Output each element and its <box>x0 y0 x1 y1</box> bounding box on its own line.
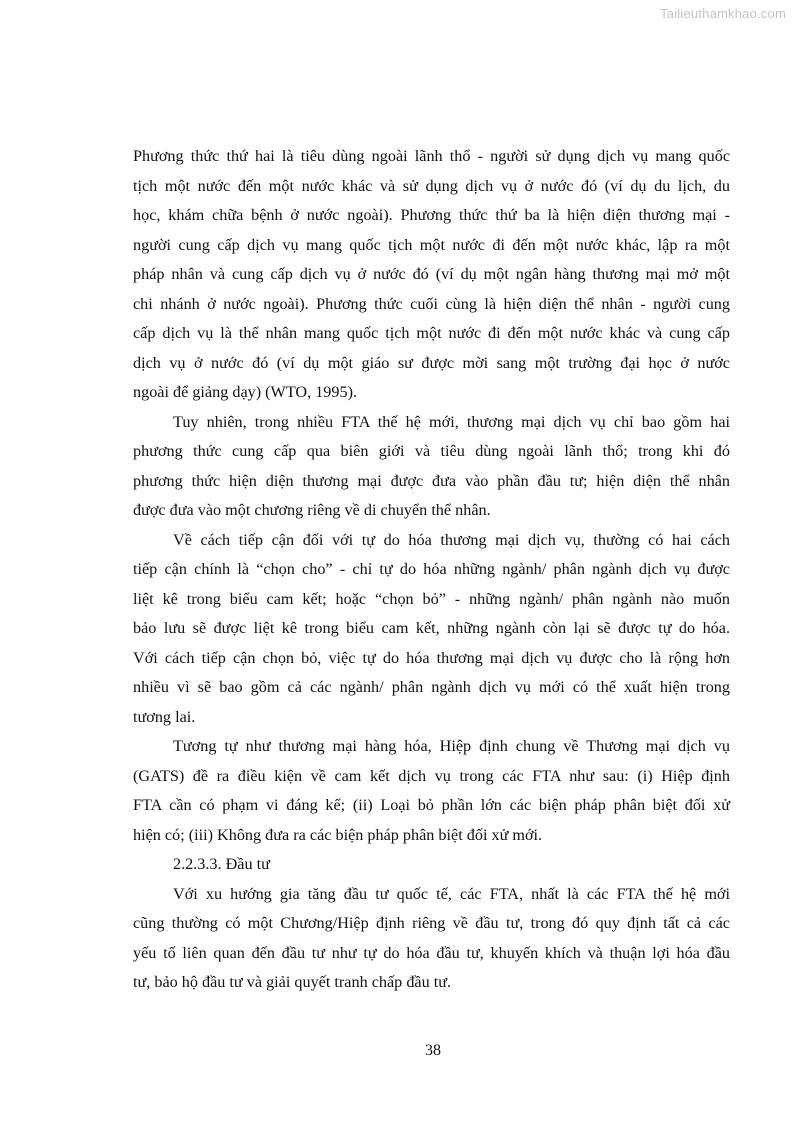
section-heading <box>133 850 730 880</box>
page-number: 38 <box>425 1042 441 1059</box>
text-line: pháp nhân và cung cấp dịch vụ ở nước đó (ví dụ một ngân hàng thương mại mở một <box>133 265 730 283</box>
text-line: Phương thức thứ hai là tiêu dùng ngoài lãnh thổ - người sử dụng dịch vụ mang quốc <box>133 147 730 165</box>
text-line: chi nhánh ở nước ngoài). Phương thức cuối cùng là hiện diện thể nhân - người cung <box>133 294 730 313</box>
text-line: tịch một nước đến một nước khác và sử dụng dịch vụ ở nước đó (ví dụ du lịch, du <box>133 176 730 195</box>
text-line: tư, bảo hộ đầu tư và giải quyết tranh chấp đầu tư. <box>133 973 452 991</box>
text-line: FTA cần có phạm vi đáng kể; (ii) Loại bỏ phần lớn các biện pháp phân biệt đối xử <box>133 796 730 814</box>
text-line: liệt kê trong biểu cam kết; hoặc “chọn bỏ” - những ngành/ phân ngành nào muốn <box>133 589 730 608</box>
text-line: tiếp cận chính là “chọn cho” - chỉ tự do hóa những ngành/ phân ngành dịch vụ được <box>133 560 730 578</box>
paragraph <box>133 408 730 526</box>
paragraph <box>133 732 730 850</box>
text-line: yếu tố liên quan đến đầu tư như tự do hóa đầu tư, khuyến khích và thuận lợi hóa đầu <box>133 943 730 962</box>
document-body <box>133 142 730 998</box>
text-line: Tuy nhiên, trong nhiều FTA thế hệ mới, thương mại dịch vụ chỉ bao gồm hai <box>173 412 730 431</box>
text-line: 2.2.3.3. Đầu tư <box>173 855 270 873</box>
text-line: (GATS) đề ra điều kiện về cam kết dịch vụ trong các FTA như sau: (i) Hiệp định <box>133 766 730 785</box>
text-line: Với xu hướng gia tăng đầu tư quốc tế, các FTA, nhất là các FTA thế hệ mới <box>173 884 730 903</box>
text-line: hiện có; (iii) Không đưa ra các biện pháp phân biệt đối xử mới. <box>133 825 543 844</box>
text-line: phương thức cung cấp qua biên giới và tiêu dùng ngoài lãnh thổ; trong khi đó <box>133 442 730 460</box>
text-line: phương thức hiện diện thương mại được đưa vào phần đầu tư; hiện diện thể nhân <box>133 471 730 490</box>
text-line: Về cách tiếp cận đối với tự do hóa thương mại dịch vụ, thường có hai cách <box>173 530 730 549</box>
paragraph <box>133 526 730 733</box>
text-line: nhiều vì sẽ bao gồm cả các ngành/ phân ngành dịch vụ mới có thể xuất hiện trong <box>133 678 730 696</box>
text-line: ngoài để giảng dạy) (WTO, 1995). <box>133 383 358 401</box>
text-line: Với cách tiếp cận chọn bỏ, việc tự do hóa thương mại dịch vụ được cho là rộng hơn <box>133 648 730 667</box>
text-line: người cung cấp dịch vụ mang quốc tịch một nước đi đến một nước khác, lập ra một <box>133 235 730 254</box>
text-line: bảo lưu sẽ được liệt kê trong biểu cam kết, những ngành còn lại sẽ được tự do hóa. <box>133 619 730 637</box>
text-line: dịch vụ ở nước đó (ví dụ một giáo sư được mời sang một trường đại học ở nước <box>133 353 730 372</box>
paragraph <box>133 142 730 408</box>
paragraph <box>133 880 730 998</box>
text-line: tương lai. <box>133 707 196 726</box>
text-line: cấp dịch vụ là thể nhân mang quốc tịch một nước đi đến một nước khác và cung cấp <box>133 324 730 342</box>
text-line: Tương tự như thương mại hàng hóa, Hiệp định chung về Thương mại dịch vụ <box>173 737 730 755</box>
watermark: Tailieuthamkhao.com <box>660 6 786 21</box>
text-line: được đưa vào một chương riêng về di chuyển thể nhân. <box>133 501 491 519</box>
text-line: cũng thường có một Chương/Hiệp định riêng về đầu tư, trong đó quy định tất cả các <box>133 914 730 932</box>
text-line: học, khám chữa bệnh ở nước ngoài). Phương thức thứ ba là hiện diện thương mại - <box>133 206 730 224</box>
